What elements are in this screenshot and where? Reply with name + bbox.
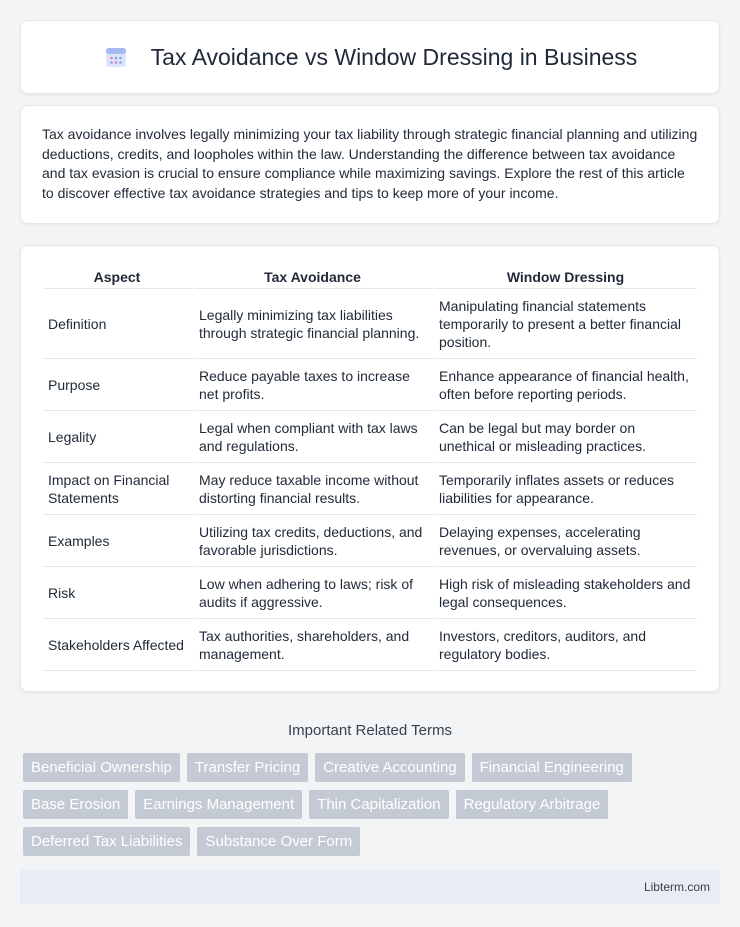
table-row xyxy=(43,619,697,671)
header-card xyxy=(20,20,720,94)
related-term-tag[interactable]: Deferred Tax Liabilities xyxy=(23,827,190,856)
related-terms-list xyxy=(0,753,740,864)
cell-aspect: Impact on Financial Statements xyxy=(43,463,194,515)
table-header-row xyxy=(43,264,697,289)
cell-tax-avoidance: May reduce taxable income without distorting financial results. xyxy=(194,463,434,515)
footer xyxy=(20,870,720,904)
cell-aspect: Stakeholders Affected xyxy=(43,619,194,671)
cell-tax-avoidance: Legally minimizing tax liabilities through strategic financial planning. xyxy=(194,289,434,359)
table-row xyxy=(43,289,697,359)
related-terms-title: Important Related Terms xyxy=(288,722,452,739)
table-row xyxy=(43,463,697,515)
related-term-tag[interactable]: Regulatory Arbitrage xyxy=(456,790,609,819)
table-row xyxy=(43,359,697,411)
related-term-tag[interactable]: Base Erosion xyxy=(23,790,128,819)
comparison-table xyxy=(43,264,697,671)
calendar-icon xyxy=(103,44,129,70)
footer-brand-link[interactable]: Libterm.com xyxy=(643,880,710,894)
cell-aspect: Purpose xyxy=(43,359,194,411)
related-term-tag[interactable]: Financial Engineering xyxy=(472,753,632,782)
related-term-tag[interactable]: Substance Over Form xyxy=(197,827,360,856)
related-term-tag[interactable]: Thin Capitalization xyxy=(309,790,448,819)
related-term-tag[interactable]: Beneficial Ownership xyxy=(23,753,180,782)
table-row xyxy=(43,411,697,463)
related-term-tag[interactable]: Transfer Pricing xyxy=(187,753,308,782)
cell-aspect: Examples xyxy=(43,515,194,567)
cell-window-dressing: High risk of misleading stakeholders and legal consequences. xyxy=(434,567,697,619)
cell-window-dressing: Manipulating financial statements temporarily to present a better financial position. xyxy=(434,289,697,359)
header-tax-avoidance: Tax Avoidance xyxy=(194,264,434,289)
cell-aspect: Definition xyxy=(43,289,194,359)
table-row xyxy=(43,567,697,619)
cell-window-dressing: Enhance appearance of financial health, often before reporting periods. xyxy=(434,359,697,411)
cell-window-dressing: Temporarily inflates assets or reduces liabilities for appearance. xyxy=(434,463,697,515)
cell-tax-avoidance: Low when adhering to laws; risk of audits if aggressive. xyxy=(194,567,434,619)
cell-window-dressing: Investors, creditors, auditors, and regulatory bodies. xyxy=(434,619,697,671)
related-terms-section xyxy=(0,722,740,864)
intro-text: Tax avoidance involves legally minimizing your tax liability through strategic financial planning and utilizing deductions, credits, and loopholes within the law. Understanding the difference between tax avoidance and tax evasion is crucial to ensure compliance while maximizing savings. Explore the rest of this article to discover effective tax avoidance strategies and tips to keep more of your income. xyxy=(42,126,698,201)
cell-aspect: Legality xyxy=(43,411,194,463)
page-title: Tax Avoidance vs Window Dressing in Business xyxy=(150,43,638,70)
cell-window-dressing: Can be legal but may border on unethical or misleading practices. xyxy=(434,411,697,463)
header-aspect: Aspect xyxy=(43,264,194,289)
cell-tax-avoidance: Utilizing tax credits, deductions, and favorable jurisdictions. xyxy=(194,515,434,567)
related-term-tag[interactable]: Earnings Management xyxy=(135,790,302,819)
cell-tax-avoidance: Tax authorities, shareholders, and management. xyxy=(194,619,434,671)
cell-window-dressing: Delaying expenses, accelerating revenues, or overvaluing assets. xyxy=(434,515,697,567)
cell-tax-avoidance: Reduce payable taxes to increase net profits. xyxy=(194,359,434,411)
cell-tax-avoidance: Legal when compliant with tax laws and regulations. xyxy=(194,411,434,463)
related-term-tag[interactable]: Creative Accounting xyxy=(315,753,464,782)
header-window-dressing: Window Dressing xyxy=(434,264,697,289)
cell-aspect: Risk xyxy=(43,567,194,619)
comparison-table-card xyxy=(20,245,720,692)
table-row xyxy=(43,515,697,567)
intro-card xyxy=(20,105,720,224)
